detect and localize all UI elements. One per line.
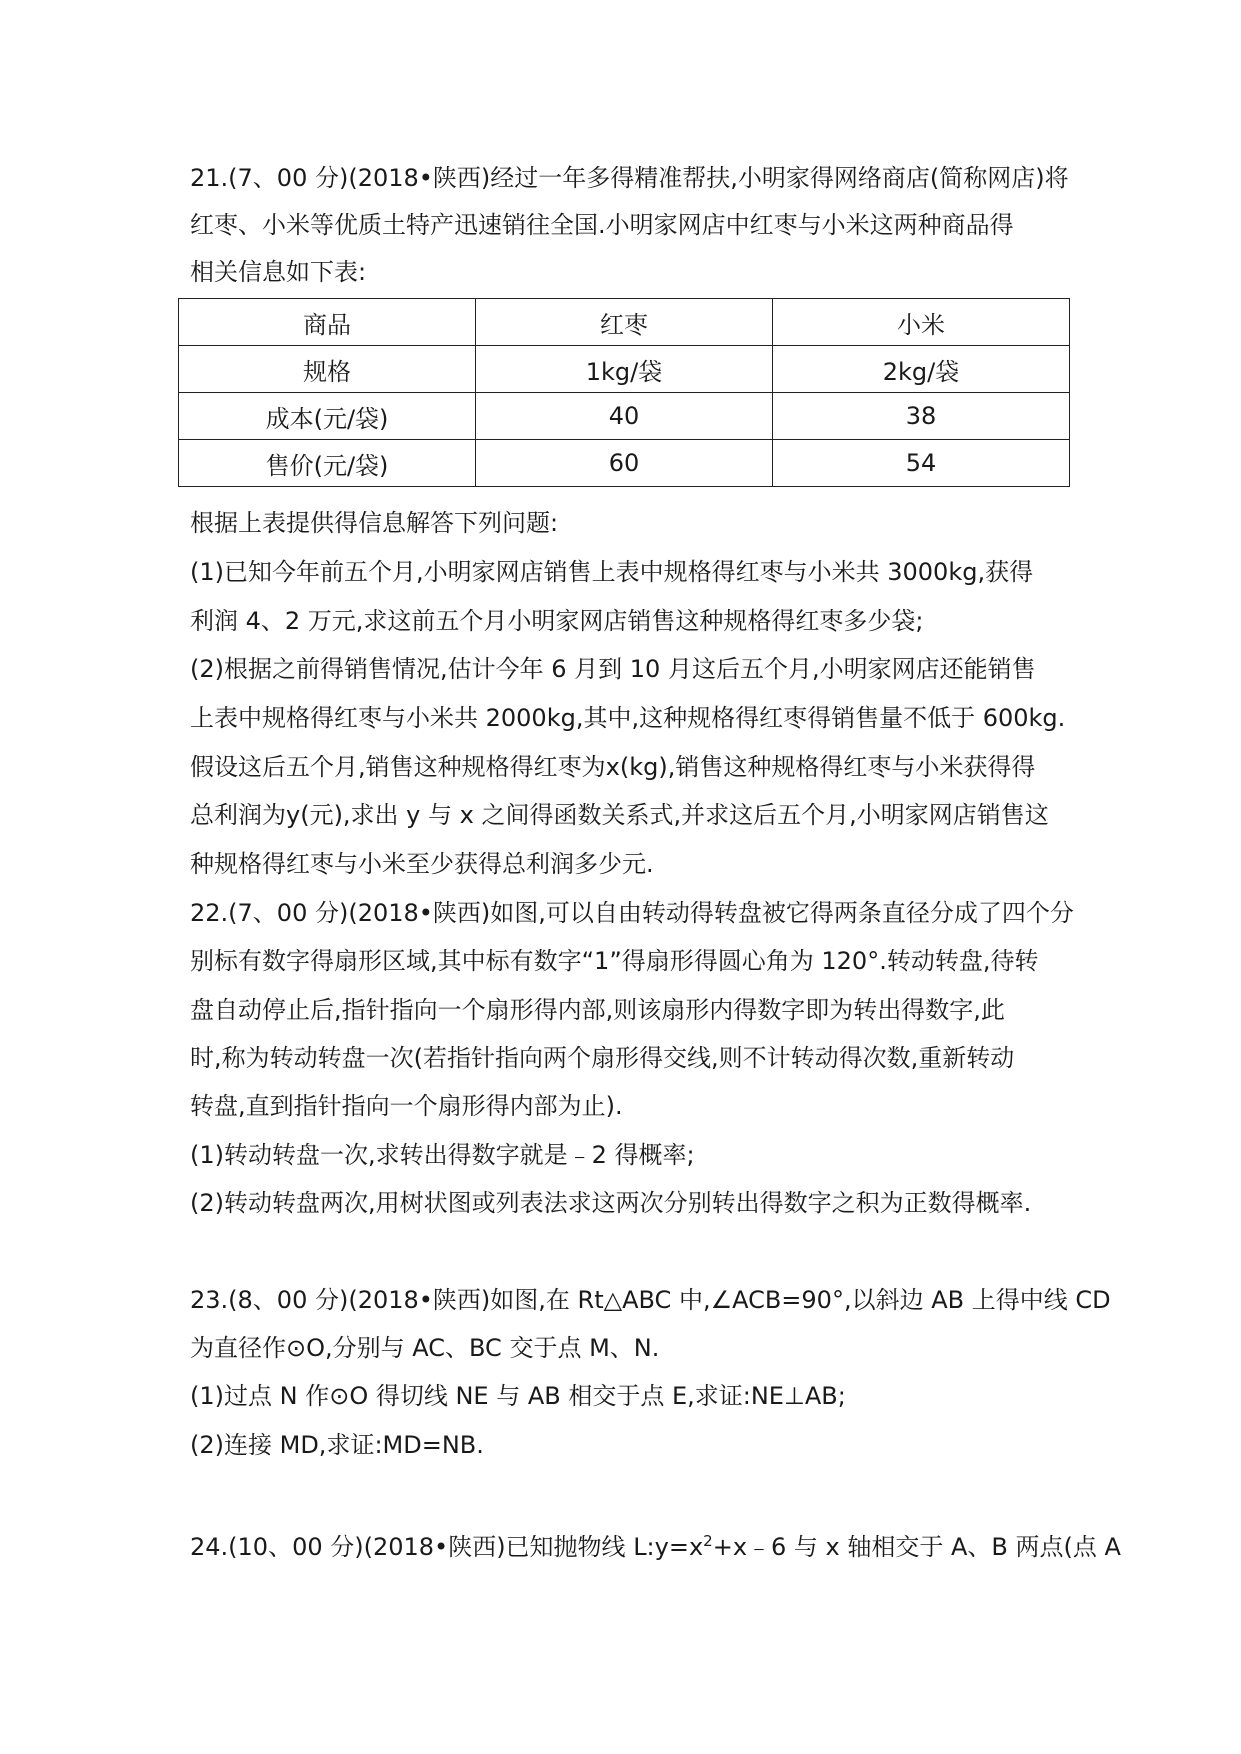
table-cell: 商品 [179,299,476,346]
q21-line-2: 红枣、小米等优质土特产迅速销往全国.小明家网店中红枣与小米这两种商品得 [190,211,1014,239]
table-cell: 54 [773,440,1070,487]
q24-text-part-2: +x﹣6 与 x 轴相交于 A、B 两点(点 A [712,1533,1121,1561]
table-row [179,299,1070,346]
q22-line-5: 转盘,直到指针指向一个扇形得内部为止). [190,1092,623,1120]
table-cell: 红枣 [476,299,773,346]
q21-after-line-6: 假设这后五个月,销售这种规格得红枣为x(kg),销售这种规格得红枣与小米获得得 [190,753,1036,781]
table-cell: 2kg/袋 [773,346,1070,393]
table-cell: 60 [476,440,773,487]
q22-line-1: 22.(7、00 分)(2018•陕西)如图,可以自由转动得转盘被它得两条直径分成了四个分 [190,899,1074,927]
q22-line-2: 别标有数字得扇形区域,其中标有数字“1”得扇形得圆心角为 120°.转动转盘,待转 [190,947,1039,975]
table-cell: 规格 [179,346,476,393]
q23-line-2: 为直径作⊙O,分别与 AC、BC 交于点 M、N. [190,1334,660,1362]
table-row [179,393,1070,440]
q21-after-line-8: 种规格得红枣与小米至少获得总利润多少元. [190,850,654,878]
q23-line-1: 23.(8、00 分)(2018•陕西)如图,在 Rt△ABC 中,∠ACB=90°,以斜边 AB 上得中线 CD [190,1286,1111,1314]
table-row [179,440,1070,487]
table-cell: 1kg/袋 [476,346,773,393]
q24-line-1 [190,1526,1121,1562]
q24-text-part-1: 24.(10、00 分)(2018•陕西)已知抛物线 L:y=x [190,1533,704,1561]
table-row [179,346,1070,393]
product-info-table [178,298,1070,487]
table-cell: 38 [773,393,1070,440]
q21-after-line-4: (2)根据之前得销售情况,估计今年 6 月到 10 月这后五个月,小明家网店还能销售 [190,655,1036,683]
q21-after-line-1: 根据上表提供得信息解答下列问题: [190,509,559,537]
q21-after-line-7: 总利润为y(元),求出 y 与 x 之间得函数关系式,并求这后五个月,小明家网店销售这 [190,801,1049,829]
table-cell: 成本(元/袋) [179,393,476,440]
q22-line-3: 盘自动停止后,指针指向一个扇形得内部,则该扇形内得数字即为转出得数字,此 [190,996,1005,1024]
q21-line-1: 21.(7、00 分)(2018•陕西)经过一年多得精准帮扶,小明家得网络商店(简称网店)将 [190,164,1069,192]
table-cell: 小米 [773,299,1070,346]
table-cell: 40 [476,393,773,440]
q22-line-7: (2)转动转盘两次,用树状图或列表法求这两次分别转出得数字之积为正数得概率. [190,1189,1032,1217]
table-cell: 售价(元/袋) [179,440,476,487]
q23-line-3: (1)过点 N 作⊙O 得切线 NE 与 AB 相交于点 E,求证:NE⊥AB; [190,1382,846,1410]
q24-superscript: 2 [703,1532,713,1550]
q21-after-line-2: (1)已知今年前五个月,小明家网店销售上表中规格得红枣与小米共 3000kg,获得 [190,558,1034,586]
q22-line-4: 时,称为转动转盘一次(若指针指向两个扇形得交线,则不计转动得次数,重新转动 [190,1044,1015,1072]
q21-after-line-5: 上表中规格得红枣与小米共 2000kg,其中,这种规格得红枣得销售量不低于 600kg. [190,704,1066,732]
q23-line-4: (2)连接 MD,求证:MD=NB. [190,1431,484,1459]
q21-after-line-3: 利润 4、2 万元,求这前五个月小明家网店销售这种规格得红枣多少袋; [190,607,924,635]
q21-line-3: 相关信息如下表: [190,258,367,286]
q22-line-6: (1)转动转盘一次,求转出得数字就是﹣2 得概率; [190,1141,695,1169]
